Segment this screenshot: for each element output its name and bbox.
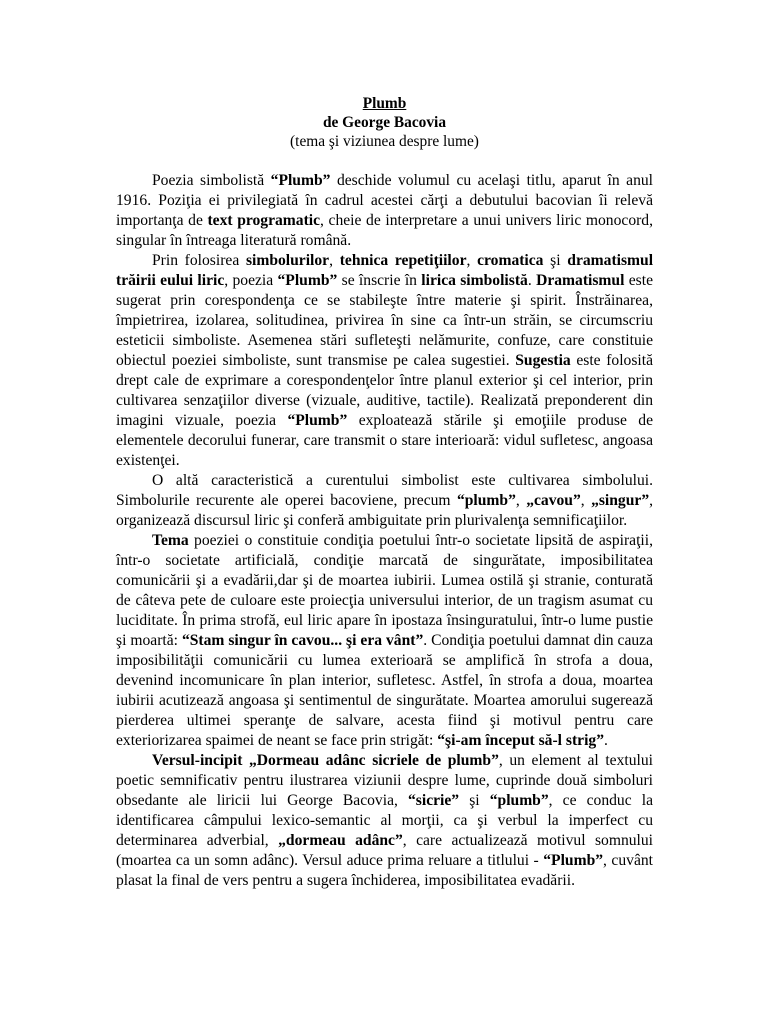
bold-text: “sicrie” <box>408 792 460 809</box>
text-run: este sugerat prin corespondenţa ce se stabileşte între materie şi spirit. Înstrăinarea, împietrirea, izolarea, solitudinea, privirea în sine ca într-un străin, se circumscriu esteticii simboliste. Asemenea stări sufleteşti nelămurite, confuze, care constituie obiectul poeziei simboliste, sunt transmise pe calea sugestiei. <box>116 272 653 369</box>
paragraph-4 <box>116 531 653 751</box>
text-run: poeziei o constituie condiţia poetului într-o societate lipsită de aspiraţii, într-o societate artificială, condiţie marcată de singurătate, imposibilitatea comunicării şi a evadării,dar şi de moartea iubirii. Lumea ostilă şi stranie, conturată de câteva pete de culoare este proiecţia universului interior, de un tragism asumat cu luciditate. În prima strofă, eul liric apare în ipostaza însinguratului, într-o lume pustie şi moartă: <box>116 532 653 649</box>
bold-text: „dormeau adânc” <box>278 832 403 849</box>
document-title: Plumb <box>362 95 407 112</box>
text-run: . <box>527 272 537 289</box>
text-run: , organizează discursul liric şi conferă ambiguitate prin plurivalenţa semnificaţiilor. <box>116 492 654 529</box>
text-run: , <box>466 252 478 269</box>
bold-text: “Plumb” <box>287 412 348 429</box>
document-author: de George Bacovia <box>322 114 447 131</box>
bold-text: tehnica repetiţiilor <box>339 252 467 269</box>
text-run: , un element al textului poetic semnificativ pentru ilustrarea viziunii despre lume, cuprinde două simboluri obsedante ale liricii lui George Bacovia, <box>116 752 653 809</box>
text-run: , <box>515 492 527 509</box>
bold-text: Sugestia <box>515 352 571 369</box>
bold-text: text programatic <box>207 212 321 229</box>
bold-text: “Plumb” <box>277 272 338 289</box>
text-run: , cheie de interpretare a unui univers liric monocord, singular în întreaga literatură română. <box>116 212 653 249</box>
text-run: . <box>604 732 608 749</box>
bold-text: “plumb” <box>489 792 549 809</box>
bold-text: „cavou” <box>526 492 581 509</box>
text-run: se înscrie în <box>337 272 422 289</box>
text-run: deschide volumul cu acelaşi titlu, aparut în anul 1916. Poziţia ei privilegiată în cadrul acestei cărţi a debutului bacovian îi relevă importanţa de <box>116 172 653 229</box>
document-body <box>116 171 653 891</box>
document-page <box>116 94 653 891</box>
paragraph-2 <box>116 251 653 471</box>
text-run: şi <box>459 792 490 809</box>
text-run: , ce conduc la identificarea câmpului lexico-semantic al morţii, ca şi verbul la imperfect cu determinarea adverbial, <box>116 792 653 849</box>
text-run: şi <box>543 252 568 269</box>
text-run: . Condiţia poetului damnat din cauza imposibilităţii comunicării cu lumea exterioară se amplifică în strofa a doua, devenind incomunicare în plan interior, sufletesc. Astfel, în strofa a doua, moartea iubirii acutizează angoasa şi sentimentul de singurătate. Moartea amorului sugerează pierderea ultimei speranţe de salvare, acesta fiind şi motivul pentru care exteriorizarea spaimei de neant se face prin strigăt: <box>116 632 654 749</box>
text-run: Prin folosirea <box>152 252 246 269</box>
bold-text: “Plumb” <box>543 852 604 869</box>
text-run: , <box>329 252 340 269</box>
bold-text: cromatica <box>477 252 544 269</box>
paragraph-3 <box>116 471 653 531</box>
paragraph-1 <box>116 171 653 251</box>
bold-text: “şi-am început să-l strig” <box>437 732 605 749</box>
bold-text: Tema <box>152 532 189 549</box>
text-run: , cuvânt plasat la final de vers pentru a sugera închiderea, imposibilitatea evadării. <box>116 852 654 889</box>
bold-text: Dramatismul <box>536 272 625 289</box>
bold-text: simbolurilor <box>245 252 330 269</box>
text-run: , poezia <box>224 272 278 289</box>
text-run: , <box>580 492 592 509</box>
bold-text: dramatismul trăirii eului liric <box>116 252 654 289</box>
text-run: exploatează stările şi emoţiile produse de elementele decorului funerar, care transmit o stare interioară: vidul sufletesc, angoasa existenţei. <box>116 412 653 469</box>
bold-text: “Plumb” <box>270 172 331 189</box>
bold-text: lirica simbolistă <box>421 272 528 289</box>
paragraph-5 <box>116 751 653 891</box>
text-run: Poezia simbolistă <box>152 172 271 189</box>
bold-text: “Stam singur în cavou... şi era vânt” <box>181 632 424 649</box>
bold-text: “plumb” <box>456 492 516 509</box>
document-subtitle: (tema şi viziunea despre lume) <box>290 133 479 150</box>
bold-text: Versul-incipit „Dormeau adânc sicriele de plumb” <box>152 752 499 769</box>
text-run: O altă caracteristică a curentului simbolist este cultivarea simbolului. Simbolurile recurente ale operei bacoviene, precum <box>116 472 653 509</box>
text-run: este folosită drept cale de exprimare a corespondenţelor între planul exterior şi cel interior, prin cultivarea senzaţiilor diverse (vizuale, auditive, tactile). Realizată preponderent din imagini vizuale, poezia <box>116 352 653 429</box>
text-run: , care actualizează motivul somnului (moartea ca un somn adânc). Versul aduce prima reluare a titlului - <box>116 832 653 869</box>
bold-text: „singur” <box>591 492 650 509</box>
document-header <box>116 94 653 151</box>
